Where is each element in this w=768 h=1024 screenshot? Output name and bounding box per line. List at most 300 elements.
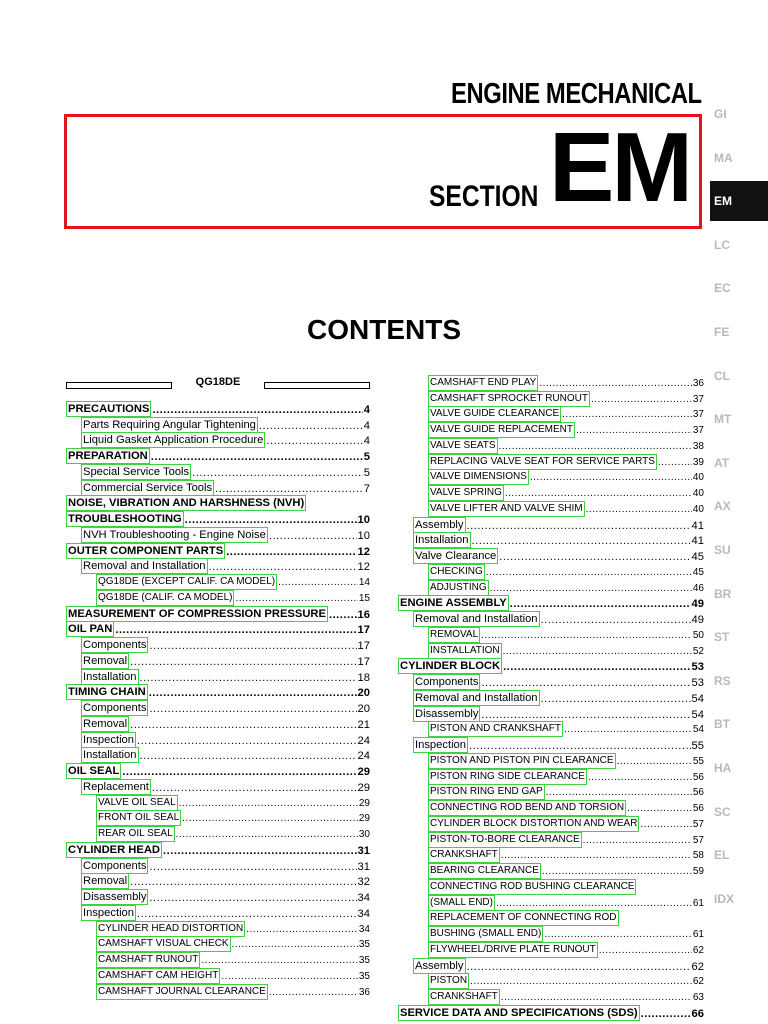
dot-leader <box>209 560 357 574</box>
toc-page-number: 35 <box>358 970 370 982</box>
tab-st[interactable]: ST <box>714 630 730 645</box>
toc-page-number: 49 <box>691 614 704 626</box>
tab-at[interactable]: AT <box>714 455 730 470</box>
toc-page-number: 10 <box>357 514 370 526</box>
dot-leader <box>503 660 690 674</box>
toc-entry[interactable] <box>66 874 370 890</box>
tab-el[interactable]: EL <box>714 848 730 863</box>
toc-entry[interactable] <box>398 564 704 580</box>
toc-entry[interactable] <box>66 811 370 827</box>
toc-page-number: 12 <box>357 545 370 558</box>
dot-leader <box>140 671 357 685</box>
toc-page-number: 20 <box>357 687 370 700</box>
toc-entry[interactable] <box>398 879 704 895</box>
tab-idx[interactable]: IDX <box>714 891 735 906</box>
dot-leader <box>544 928 692 942</box>
toc-page-number: 61 <box>692 929 704 940</box>
toc-entry-title[interactable]: VALVE OIL SEAL <box>96 795 178 811</box>
toc-entry-title[interactable]: OUTER COMPONENT PARTS <box>68 544 224 557</box>
dot-leader <box>501 849 692 863</box>
toc-entry-title[interactable]: VALVE GUIDE REPLACEMENT <box>428 422 575 438</box>
toc-entry[interactable] <box>398 958 704 974</box>
toc-entry-title[interactable]: CAMSHAFT SPROCKET RUNOUT <box>428 391 590 407</box>
toc-entry[interactable] <box>398 375 704 391</box>
toc-entry[interactable] <box>398 454 704 470</box>
toc-entry[interactable] <box>66 748 370 764</box>
tab-ax[interactable]: AX <box>714 499 731 514</box>
toc-entry[interactable] <box>66 842 370 858</box>
toc-page-number: 21 <box>357 718 370 731</box>
toc-entry-title[interactable]: Removal and Installation <box>415 613 538 625</box>
dot-leader <box>137 734 357 748</box>
toc-entry-title[interactable]: Components <box>83 702 147 714</box>
dot-leader <box>586 503 692 517</box>
toc-entry-title[interactable]: PISTON RING END GAP <box>428 784 545 800</box>
toc-entry[interactable] <box>398 785 704 801</box>
tab-br[interactable]: BR <box>714 586 732 601</box>
toc-entry-title[interactable]: VALVE GUIDE CLEARANCE <box>428 406 561 422</box>
toc-entry-title[interactable]: Valve Clearance <box>415 550 497 562</box>
toc-entry-title[interactable]: QG18DE (EXCEPT CALIF. CA MODEL) <box>96 574 277 590</box>
toc-page-number: 54 <box>692 724 704 736</box>
toc-page-number: 66 <box>691 1007 704 1020</box>
toc-entry[interactable] <box>398 690 704 706</box>
toc-entry[interactable] <box>398 580 704 596</box>
toc-entry[interactable] <box>398 895 704 911</box>
toc-page-number: 59 <box>692 866 704 877</box>
dot-leader <box>130 655 356 669</box>
toc-page-number: 18 <box>357 671 370 684</box>
toc-entry-title[interactable]: PRECAUTIONS <box>68 402 150 415</box>
toc-column-right <box>398 375 704 1021</box>
toc-entry-title[interactable]: INSTALLATION <box>428 643 502 659</box>
toc-entry[interactable] <box>398 769 704 785</box>
toc-entry-title[interactable]: TROUBLESHOOTING <box>68 513 182 525</box>
tab-ha[interactable]: HA <box>714 761 732 775</box>
dot-leader <box>151 450 363 464</box>
dot-leader <box>599 944 692 958</box>
toc-page-number: 61 <box>692 897 704 909</box>
toc-entry[interactable] <box>398 1005 704 1021</box>
dot-leader <box>541 613 691 627</box>
toc-entry-title[interactable]: CRANKSHAFT <box>428 989 500 1005</box>
toc-page-number: 40 <box>692 488 704 499</box>
toc-entry[interactable] <box>398 470 704 486</box>
toc-page-number: 41 <box>691 535 704 548</box>
toc-page-number: 63 <box>692 992 704 1003</box>
toc-entry[interactable] <box>66 700 370 716</box>
toc-entry-title[interactable]: Disassembly <box>415 707 479 720</box>
toc-page-number: 24 <box>357 750 370 763</box>
toc-page-number: 40 <box>692 472 704 484</box>
toc-entry[interactable] <box>66 480 370 496</box>
toc-entry-title[interactable]: OIL SEAL <box>68 765 120 777</box>
tab-fe[interactable]: FE <box>714 325 730 339</box>
toc-page-number: 14 <box>358 577 370 588</box>
section-label: SECTION <box>428 180 538 213</box>
dot-leader <box>627 802 692 816</box>
toc-entry[interactable] <box>66 417 370 433</box>
toc-entry[interactable] <box>398 643 704 659</box>
dot-leader <box>501 991 692 1005</box>
toc-page-number: 31 <box>357 860 370 873</box>
dot-leader <box>149 891 356 905</box>
toc-entry-title[interactable]: VALVE DIMENSIONS <box>428 469 529 485</box>
toc-entry[interactable] <box>66 559 370 575</box>
toc-page-number: 49 <box>691 598 704 611</box>
toc-entry-title[interactable]: VALVE SPRING <box>428 485 504 501</box>
toc-entry[interactable] <box>398 422 704 438</box>
toc-entry-title[interactable]: REPLACING VALVE SEAT FOR SERVICE PARTS <box>428 454 657 470</box>
toc-entry-title[interactable]: CYLINDER BLOCK DISTORTION AND WEAR <box>428 816 639 832</box>
tab-mt[interactable]: MT <box>714 412 732 427</box>
tab-gi[interactable]: GI <box>714 107 727 121</box>
toc-entry-title[interactable]: Inspection <box>415 739 466 751</box>
toc-entry-title[interactable]: REPLACEMENT OF CONNECTING ROD <box>428 910 619 926</box>
toc-page-number: 52 <box>692 645 704 657</box>
toc-entry[interactable] <box>66 952 370 968</box>
toc-entry[interactable] <box>398 674 704 690</box>
toc-page-number: 39 <box>692 456 704 468</box>
toc-page-number: 5 <box>363 451 370 463</box>
toc-entry[interactable] <box>398 485 704 501</box>
toc-page-number: 17 <box>357 655 370 668</box>
toc-entry[interactable] <box>398 800 704 816</box>
toc-entry-title[interactable]: NOISE, VIBRATION AND HARSHNESS (NVH) <box>68 497 305 510</box>
toc-entry[interactable] <box>66 511 370 527</box>
dot-leader <box>232 938 358 952</box>
toc-entry[interactable] <box>398 816 704 832</box>
toc-entry-title[interactable]: VALVE SEATS <box>428 438 498 454</box>
toc-entry[interactable] <box>398 596 704 612</box>
toc-entry-title[interactable]: VALVE LIFTER AND VALVE SHIM <box>428 501 585 517</box>
tab-ec[interactable]: EC <box>714 281 731 296</box>
toc-page-number: 41 <box>691 519 704 532</box>
dot-leader <box>140 749 357 763</box>
toc-page-number: 29 <box>358 797 370 809</box>
tab-ma[interactable]: MA <box>714 150 733 165</box>
toc-entry[interactable] <box>398 926 704 942</box>
toc-entry[interactable] <box>66 622 370 638</box>
toc-entry-title[interactable]: CAMSHAFT VISUAL CHECK <box>96 936 231 952</box>
toc-entry-title[interactable]: Disassembly <box>83 891 147 903</box>
toc-entry[interactable] <box>398 832 704 848</box>
toc-entry[interactable] <box>398 848 704 864</box>
toc-entry[interactable] <box>398 706 704 722</box>
tab-cl[interactable]: CL <box>714 368 730 383</box>
dot-leader <box>201 954 358 968</box>
toc-entry[interactable] <box>398 942 704 958</box>
toc-entry[interactable] <box>398 611 704 627</box>
toc-entry[interactable] <box>398 407 704 423</box>
toc-entry[interactable] <box>398 438 704 454</box>
toc-entry-title[interactable]: Inspection <box>83 906 134 919</box>
dot-leader <box>137 907 357 921</box>
toc-page-number: 54 <box>691 692 704 705</box>
toc-entry-title[interactable]: OIL PAN <box>68 623 113 636</box>
toc-page-number: 15 <box>358 592 370 604</box>
toc-entry[interactable] <box>398 974 704 990</box>
toc-entry-title[interactable]: Removal <box>83 875 128 888</box>
toc-entry[interactable] <box>398 989 704 1005</box>
dot-leader <box>576 424 692 438</box>
toc-page-number: 54 <box>691 708 704 721</box>
toc-entry[interactable] <box>66 606 370 622</box>
toc-entry-title[interactable]: Assembly <box>415 959 464 972</box>
toc-entry-title[interactable]: Components <box>83 639 147 651</box>
toc-entry[interactable] <box>66 527 370 543</box>
dot-leader <box>583 834 692 848</box>
toc-page-number: 7 <box>363 482 370 495</box>
toc-entry-title[interactable]: (SMALL END) <box>428 895 495 911</box>
toc-page-number: 55 <box>691 740 704 752</box>
dot-leader <box>588 771 692 785</box>
toc-entry-title[interactable]: Liquid Gasket Application Procedure <box>83 434 264 447</box>
dot-leader <box>490 582 692 596</box>
toc-page-number: 53 <box>691 677 704 689</box>
toc-entry-title[interactable]: PISTON AND PISTON PIN CLEARANCE <box>428 753 616 769</box>
toc-entry-title[interactable]: FRONT OIL SEAL <box>96 810 181 826</box>
toc-entry[interactable] <box>398 722 704 738</box>
toc-entry-title[interactable]: BEARING CLEARANCE <box>428 863 541 879</box>
toc-entry-title[interactable]: ENGINE ASSEMBLY <box>400 597 507 610</box>
dot-leader <box>221 970 357 984</box>
dot-leader <box>470 975 692 989</box>
toc-entry[interactable] <box>66 826 370 842</box>
dot-leader <box>481 629 692 643</box>
toc-entry-title[interactable]: CYLINDER BLOCK <box>400 660 501 673</box>
toc-entry-title[interactable]: CAMSHAFT END PLAY <box>428 375 538 391</box>
toc-entry[interactable] <box>66 574 370 590</box>
header-rule-right <box>264 382 370 389</box>
toc-page-number: 37 <box>692 425 704 436</box>
toc-entry[interactable] <box>66 795 370 811</box>
dot-leader <box>246 923 358 937</box>
toc-page-number: 34 <box>357 907 370 920</box>
toc-entry[interactable] <box>66 448 370 464</box>
toc-page-number: 37 <box>692 409 704 421</box>
toc-page-number: 45 <box>691 551 704 563</box>
toc-entry[interactable] <box>398 863 704 879</box>
toc-page-number: 4 <box>363 403 370 416</box>
toc-page-number: 16 <box>357 608 370 621</box>
toc-entry-title[interactable]: SERVICE DATA AND SPECIFICATIONS (SDS) <box>400 1006 638 1019</box>
toc-entry[interactable] <box>398 753 704 769</box>
toc-entry-title[interactable]: REMOVAL <box>428 627 480 643</box>
toc-entry[interactable] <box>66 905 370 921</box>
toc-entry[interactable] <box>66 968 370 984</box>
toc-entry-title[interactable]: Replacement <box>83 780 149 793</box>
toc-entry[interactable] <box>398 911 704 927</box>
tab-rs[interactable]: RS <box>714 673 731 688</box>
toc-entry-title[interactable]: QG18DE (CALIF. CA MODEL) <box>96 590 234 606</box>
toc-entry-title[interactable]: CYLINDER HEAD DISTORTION <box>96 921 245 937</box>
toc-entry[interactable] <box>66 637 370 653</box>
toc-column-left <box>66 401 370 1000</box>
toc-page-number: 29 <box>357 781 370 794</box>
toc-entry[interactable] <box>398 627 704 643</box>
toc-entry[interactable] <box>398 391 704 407</box>
dot-leader <box>149 639 356 653</box>
toc-entry-title[interactable]: FLYWHEEL/DRIVE PLATE RUNOUT <box>428 942 598 958</box>
toc-page-number: 38 <box>692 440 704 452</box>
dot-leader <box>182 812 358 826</box>
toc-page-number: 5 <box>363 466 370 479</box>
toc-entry-title[interactable]: TIMING CHAIN <box>68 686 146 699</box>
engine-code: QG18DE <box>195 376 241 388</box>
toc-entry-title[interactable]: REAR OIL SEAL <box>96 826 175 842</box>
toc-entry-title[interactable]: Installation <box>83 749 137 762</box>
tab-bt[interactable]: BT <box>714 717 730 732</box>
toc-entry-title[interactable]: NVH Troubleshooting - Engine Noise <box>83 528 266 541</box>
toc-entry-title[interactable]: Parts Requiring Angular Tightening <box>83 418 256 431</box>
toc-page-number: 57 <box>692 834 704 846</box>
dot-leader <box>179 797 358 811</box>
toc-page-number: 36 <box>692 377 704 389</box>
section-title: ENGINE MECHANICAL <box>451 78 702 110</box>
tab-su[interactable]: SU <box>714 543 731 557</box>
toc-entry[interactable] <box>66 401 370 417</box>
toc-entry-title[interactable]: CAMSHAFT JOURNAL CLEARANCE <box>96 984 268 1000</box>
toc-page-number: 37 <box>692 393 704 405</box>
tab-sc[interactable]: SC <box>714 804 731 819</box>
toc-entry-title[interactable]: CONNECTING ROD BEND AND TORSION <box>428 800 626 816</box>
toc-page-number: 58 <box>692 850 704 862</box>
toc-entry[interactable] <box>66 653 370 669</box>
dot-leader <box>472 534 691 548</box>
toc-entry[interactable] <box>398 659 704 675</box>
toc-entry-title[interactable]: Installation <box>415 534 469 547</box>
toc-entry[interactable] <box>66 858 370 874</box>
toc-entry-title[interactable]: CYLINDER HEAD <box>68 843 160 856</box>
toc-page-number: 24 <box>357 734 370 747</box>
toc-entry-title[interactable]: PISTON <box>428 973 469 989</box>
dot-leader <box>499 550 690 564</box>
dot-leader <box>542 865 692 879</box>
dot-leader <box>163 844 357 858</box>
tab-lc[interactable]: LC <box>714 237 730 252</box>
toc-entry[interactable] <box>66 937 370 953</box>
dot-leader <box>510 597 691 611</box>
dot-leader <box>541 692 691 706</box>
toc-entry-title[interactable]: Removal <box>83 654 128 667</box>
dot-leader <box>481 676 690 690</box>
dot-leader <box>122 765 356 779</box>
toc-entry-title[interactable]: PISTON RING SIDE CLEARANCE <box>428 769 587 785</box>
toc-entry-title[interactable]: Removal and Installation <box>83 560 206 573</box>
toc-entry-title[interactable]: Components <box>415 676 479 688</box>
toc-page-number: 56 <box>692 787 704 799</box>
toc-entry-title[interactable]: Commercial Service Tools <box>83 481 213 494</box>
toc-entry[interactable] <box>66 889 370 905</box>
dot-leader <box>467 519 691 533</box>
toc-entry-title[interactable]: Assembly <box>415 518 464 531</box>
engine-code-header <box>66 376 370 396</box>
toc-entry[interactable] <box>66 984 370 1000</box>
dot-leader <box>269 986 358 1000</box>
dot-leader <box>469 739 691 753</box>
toc-page-number: 20 <box>357 703 370 715</box>
toc-entry[interactable] <box>66 543 370 559</box>
dot-leader <box>481 708 690 722</box>
dot-leader <box>486 566 692 580</box>
toc-page-number: 32 <box>357 876 370 889</box>
dot-leader <box>278 576 358 590</box>
dot-leader <box>149 702 356 716</box>
toc-entry-title[interactable]: CRANKSHAFT <box>428 847 500 863</box>
toc-page-number: 29 <box>358 813 370 825</box>
dot-leader <box>467 960 691 974</box>
dot-leader <box>149 686 357 700</box>
dot-leader <box>591 393 692 407</box>
toc-entry[interactable] <box>398 501 704 517</box>
toc-entry-title[interactable]: ADJUSTING <box>428 580 489 596</box>
toc-entry[interactable] <box>398 533 704 549</box>
toc-entry-title[interactable]: PISTON-TO-BORE CLEARANCE <box>428 832 582 848</box>
toc-entry[interactable] <box>66 716 370 732</box>
dot-leader <box>215 482 363 496</box>
toc-page-number: 40 <box>692 503 704 515</box>
toc-entry-title[interactable]: MEASUREMENT OF COMPRESSION PRESSURE <box>68 607 326 620</box>
toc-page-number: 56 <box>692 803 704 814</box>
dot-leader <box>505 487 692 501</box>
toc-entry-title[interactable]: Installation <box>83 670 137 683</box>
toc-page-number: 10 <box>357 529 370 542</box>
dot-leader <box>130 718 356 732</box>
toc-page-number: 46 <box>692 582 704 594</box>
toc-page-number: 34 <box>358 923 370 935</box>
toc-entry[interactable] <box>66 464 370 480</box>
toc-entry[interactable] <box>66 732 370 748</box>
toc-entry-title[interactable]: CAMSHAFT RUNOUT <box>96 952 200 968</box>
toc-entry-title[interactable]: PREPARATION <box>68 450 148 462</box>
dot-leader <box>617 755 692 769</box>
section-tabs <box>710 0 768 1024</box>
dot-leader <box>185 513 357 527</box>
toc-entry-title[interactable]: Removal and Installation <box>415 691 538 704</box>
toc-entry[interactable] <box>66 921 370 937</box>
toc-entry-title[interactable]: Inspection <box>83 733 134 746</box>
toc-page-number: 17 <box>357 624 370 637</box>
toc-entry[interactable] <box>66 763 370 779</box>
toc-entry[interactable] <box>66 779 370 795</box>
toc-entry-title[interactable]: CONNECTING ROD BUSHING CLEARANCE <box>428 879 636 895</box>
toc-page-number: 62 <box>692 976 704 988</box>
toc-entry-title[interactable]: PISTON AND CRANKSHAFT <box>428 721 563 737</box>
toc-entry[interactable] <box>398 737 704 753</box>
dot-leader <box>235 592 357 606</box>
toc-entry-title[interactable]: CHECKING <box>428 564 485 580</box>
dot-leader <box>130 875 356 889</box>
toc-entry-title[interactable]: CAMSHAFT CAM HEIGHT <box>96 968 220 984</box>
toc-entry-title[interactable]: BUSHING (SMALL END) <box>428 926 543 942</box>
toc-entry[interactable] <box>398 548 704 564</box>
toc-page-number: 45 <box>692 566 704 578</box>
toc-entry-title[interactable]: Components <box>83 859 147 872</box>
dot-leader <box>149 860 356 874</box>
contents-heading: CONTENTS <box>307 314 461 345</box>
toc-entry[interactable] <box>66 433 370 449</box>
toc-entry-title[interactable]: Removal <box>83 717 128 730</box>
toc-entry[interactable] <box>66 669 370 685</box>
dot-leader <box>329 608 357 622</box>
toc-entry[interactable] <box>398 517 704 533</box>
toc-entry[interactable] <box>66 685 370 701</box>
toc-entry[interactable] <box>66 590 370 606</box>
tab-em[interactable]: EM <box>710 181 768 221</box>
toc-entry[interactable] <box>66 496 370 512</box>
toc-entry-title[interactable]: Special Service Tools <box>83 465 190 478</box>
